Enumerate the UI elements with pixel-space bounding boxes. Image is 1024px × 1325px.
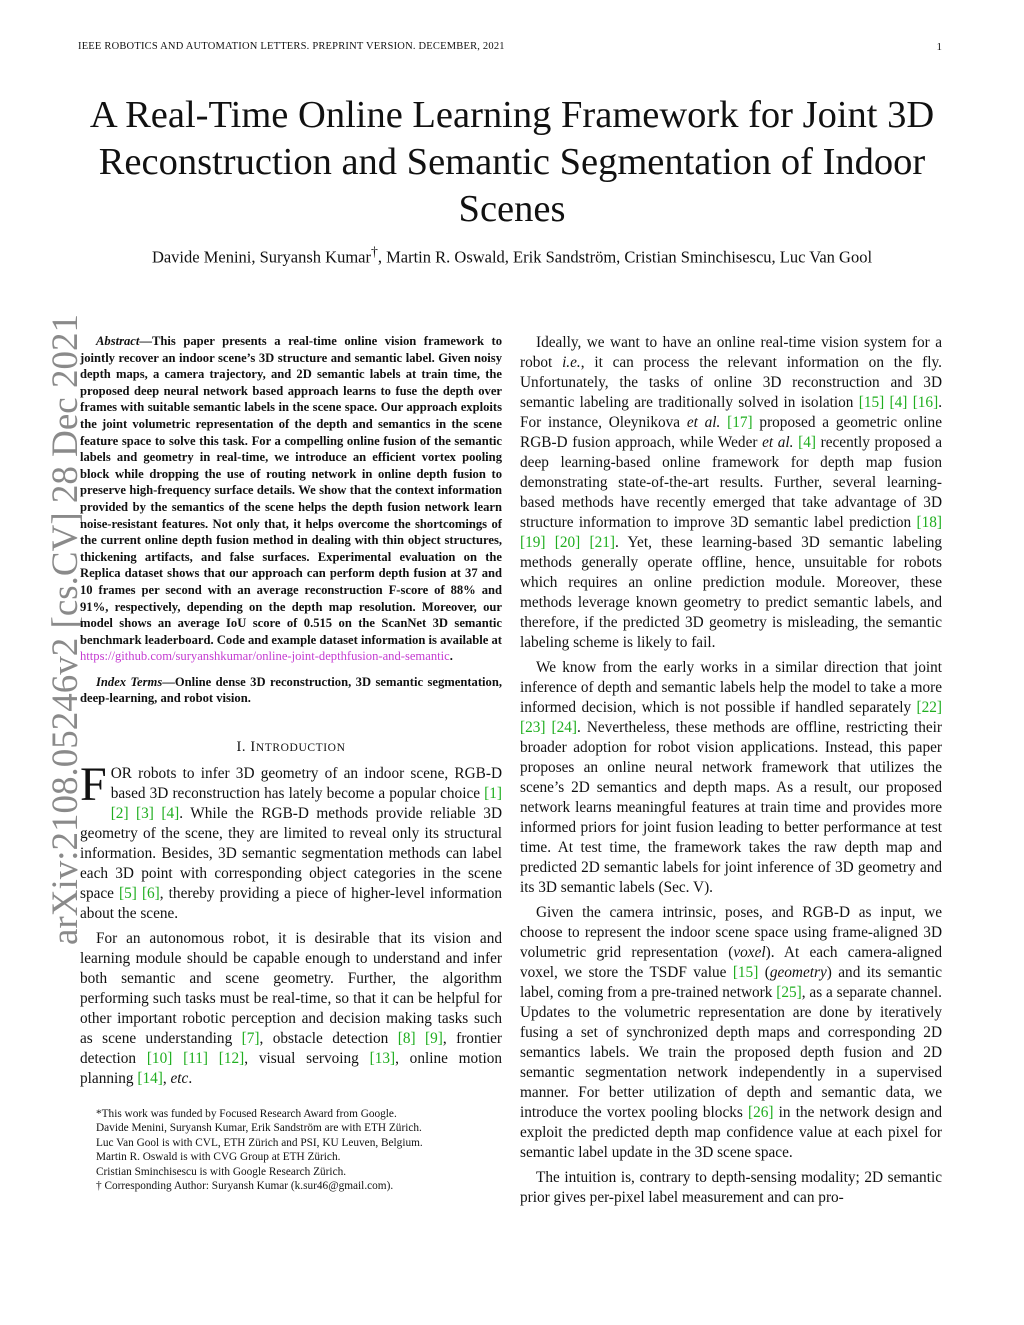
abstract-text: —This paper presents a real-time online vision framework to jointly recover an indoor scene’s 3D structure and semantic label. Given noisy depth maps, a camera trajectory, and 2D semantic labels at train time, the proposed deep neural network based approach learns to fuse the depth over frames with suitable semantic labels in the scene space. Our approach exploits the joint volumetric representation of the depth and semantics in the scene feature space to solve this task. For a compelling online fusion of the semantic labels and geometry in real-time, we introduce an efficient vortex pooling block while dropping the use of routing network in online depth fusion to preserve high-frequency surface details. We show that the context information provided by the semantics of the scene helps the depth fusion network learn noise-resistant features. Not only that, it helps overcome the shortcomings of the current online depth fusion method in dealing with thin object structures, thickening artifacts, and false surfaces. Experimental evaluation on the Replica dataset shows that our approach can perform depth fusion at 37 and 10 frames per second with an average reconstruction F-score of 88% and 91%, respectively, depending on the depth map resolution. Moreover, our model shows an average IoU score of 0.515 on the ScanNet 3D semantic benchmark leaderboard. Code and example dataset information is available at https://github.com/suryanshkumar/online-joint-depthfusion-and-semantic. (80, 334, 502, 664)
section-heading-introduction (80, 737, 502, 758)
intro-paragraph-5: Given the camera intrinsic, poses, and RGB-D as input, we choose to represent the indoor scene space using frame-aligned 3D volumetric grid representation (voxel). At each camera-aligned voxel, we store the TSDF value [15] (geometry) and its semantic label, coming from a pre-trained network [25], as a separate channel. Updates to the volumetric representation are done by iteratively fusing a set of synchronized depth maps and corresponding 2D semantics labels. We train the proposed depth fusion and 2D semantic segmentation network independently in a supervised manner. For better utilization of depth and semantic data, we introduce the vortex pooling blocks [26] in the network design and exploit the predicted depth map confidence value at each pixel for semantic label update in the 3D scene space. (520, 904, 942, 1161)
footnote: Martin R. Oswald is with CVG Group at ETH Zürich. (96, 1151, 341, 1164)
index-terms-label: Index Terms (96, 674, 163, 689)
intro-paragraph-3: Ideally, we want to have an online real-time vision system for a robot i.e., it can process the relevant information on the fly. Unfortunately, the tasks of online 3D reconstruction and 3D semantic labeling are traditionally solved in isolation [15] [4] [16]. For instance, Oleynikova et al. [17] proposed a geometric online RGB-D fusion approach, while Weder et al. [4] recently proposed a deep learning-based online framework for depth map fusion demonstrating state-of-the-art results. Further, several learning-based methods have recently emerged that take advantage of 3D structure information to improve 3D semantic label prediction [18] [19] [20] [21]. Yet, these learning-based 3D semantic labeling methods generally operate offline, hence, unsuitable for robots which requires an online prediction module. Moreover, these methods leverage known geometry to predict semantic labels, and therefore, if the predicted 3D geometry is misleading, the semantic labeling scheme is likely to fail. (520, 334, 943, 651)
intro-paragraph-1-text: OR robots to infer 3D geometry of an indoor scene, RGB-D based 3D reconstruction has lately become a popular choice [1] [2] [3] [4]. While the RGB-D methods provide reliable 3D geometry of the scene, they are limited to reveal only its structural information. Besides, 3D semantic segmentation methods can label each 3D point with corresponding object categories in the scene space [5] [6], thereby providing a piece of higher-level information about the scene. (80, 765, 502, 923)
footnote: † Corresponding Author: Suryansh Kumar (k.sur46@gmail.com). (96, 1180, 394, 1193)
section-title-rest: NTRODUCTION (255, 742, 346, 755)
footnotes (80, 1107, 502, 1193)
running-header: IEEE ROBOTICS AND AUTOMATION LETTERS. PREPRINT VERSION. DECEMBER, 2021 (78, 41, 505, 52)
footnote: *This work was funded by Focused Research Award from Google. (96, 1108, 397, 1121)
drop-cap: F (80, 758, 107, 812)
abstract (80, 333, 502, 665)
intro-paragraph-6: The intuition is, contrary to depth-sensing modality; 2D semantic prior gives per-pixel label measurement and can pro- (520, 1169, 942, 1206)
footnote: Luc Van Gool is with CVL, ETH Zürich and PSI, KU Leuven, Belgium. (96, 1136, 423, 1149)
index-terms (80, 674, 502, 707)
page-number: 1 (936, 41, 942, 53)
intro-paragraph-1 (80, 758, 502, 924)
abstract-label: Abstract (96, 334, 140, 348)
author-list: Davide Menini, Suryansh Kumar†, Martin R. Oswald, Erik Sandström, Cristian Sminchisescu, Luc Van Gool (151, 244, 873, 267)
intro-paragraph-2: For an autonomous robot, it is desirable that its vision and learning module should be capable enough to understand and infer both semantic and scene geometry. Further, the algorithm performing such tasks must be real-time, so that it can be helpful for other important robotic perception and decision making tasks such as scene understanding [7], obstacle detection [8] [9], frontier detection [10] [11] [12], visual servoing [13], online motion planning [14], etc. (80, 930, 503, 1088)
section-title-initial: I (250, 739, 256, 756)
paper-title: A Real-Time Online Learning Framework for Joint 3D Reconstruction and Semantic Segmentation of Indoor Scenes (89, 94, 935, 230)
section-number: I. (236, 739, 247, 756)
right-column (520, 333, 942, 1208)
footnote: Davide Menini, Suryansh Kumar, Erik Sandström are with ETH Zürich. (96, 1122, 422, 1135)
index-terms-text: —Online dense 3D reconstruction, 3D semantic segmentation, deep-learning, and robot vision. (80, 674, 502, 706)
intro-paragraph-4: We know from the early works in a similar direction that joint inference of depth and semantic labels help the model to take a more informed decision, which is not possible if handled separately [22] [23] [24]. Nevertheless, these methods are offline, restricting their broader adoption for robot vision applications. Instead, this paper proposes an online neural network framework that utilizes the scene’s 2D semantics and depth maps. As a result, our proposed network learns meaningful features at train time and provides more informed priors for joint fusion leading to better performance at test time. At test time, the framework takes the raw depth map and predicted 2D semantic labels for joint inference of 3D geometry and its 3D semantic labels (Sec. V). (520, 659, 943, 896)
left-column (80, 333, 502, 1194)
footnote: Cristian Sminchisescu is with Google Research Zürich. (96, 1165, 347, 1178)
arxiv-stamp: arXiv:2108.05246v2 [cs.CV] 28 Dec 2021 (45, 314, 86, 945)
